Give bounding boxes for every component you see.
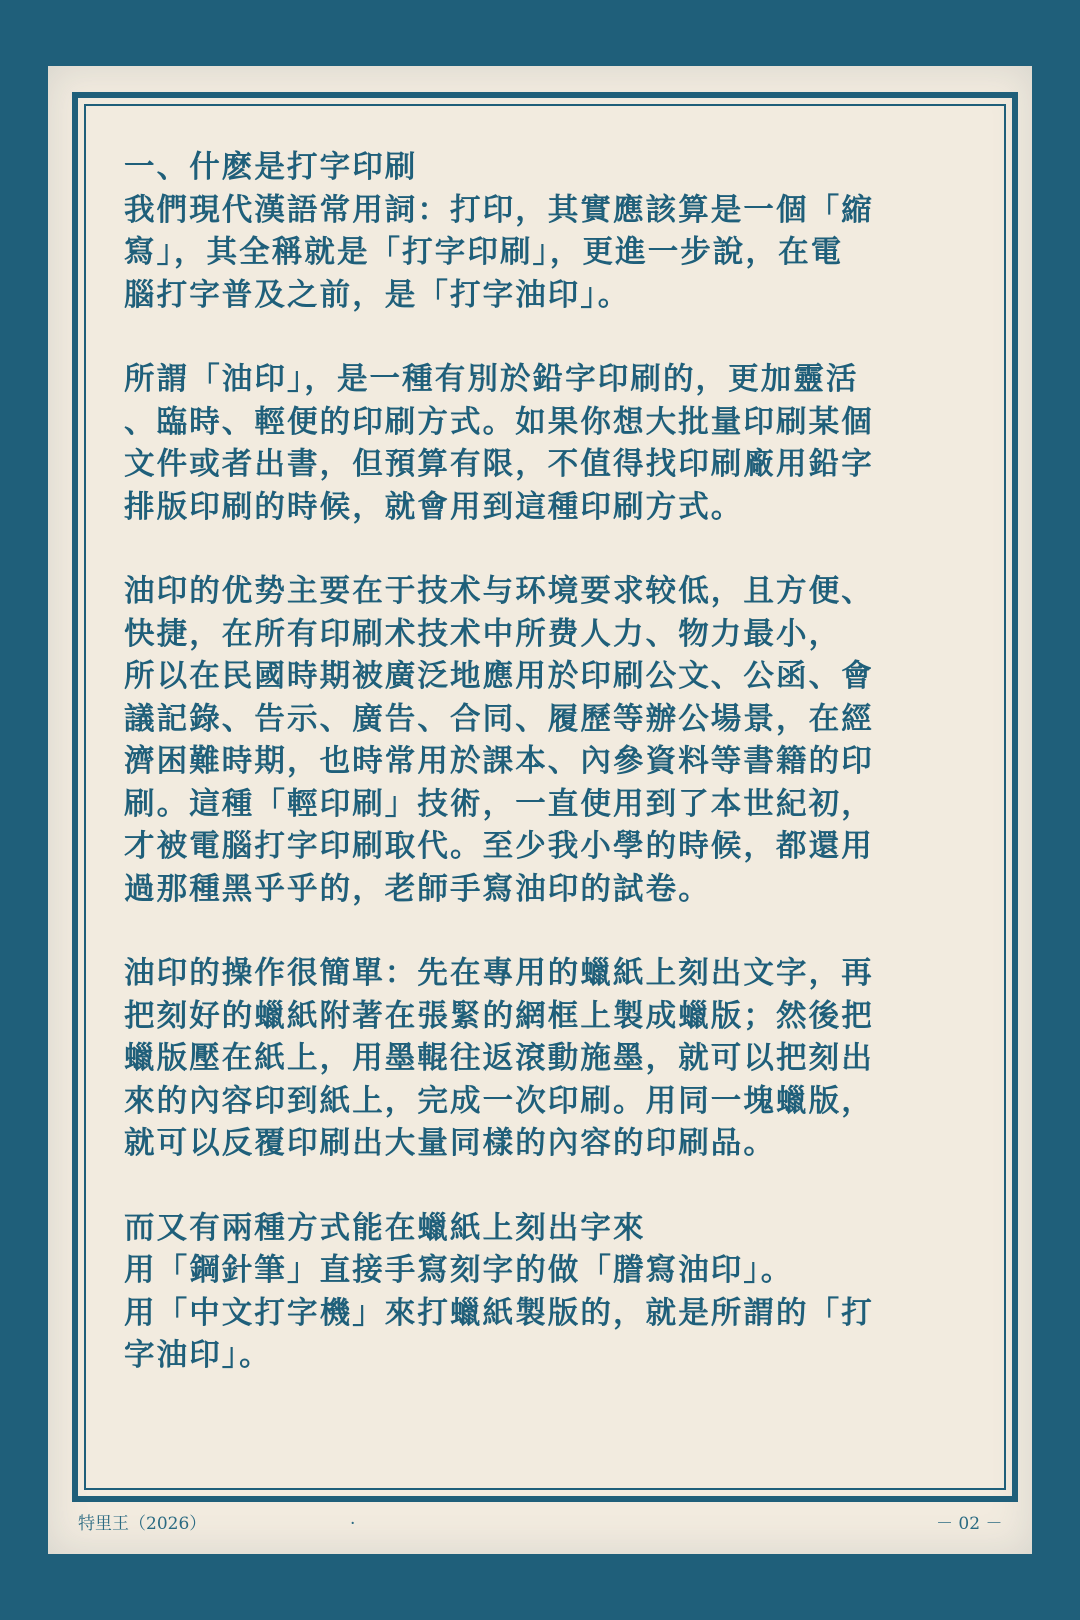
text-line: 油印的优势主要在于技术与环境要求较低，且方便、 bbox=[124, 573, 874, 609]
text-line: 所以在民國時期被廣泛地應用於印刷公文、公函、會 bbox=[124, 658, 874, 694]
text-line: 刷。這種「輕印刷」技術，一直使用到了本世紀初， bbox=[124, 785, 874, 822]
text-line: 油印的操作很簡單：先在專用的蠟紙上刻出文字，再 bbox=[124, 955, 874, 991]
text-line: 才被電腦打字印刷取代。至少我小學的時候，都還用 bbox=[124, 828, 874, 864]
paragraph bbox=[124, 952, 986, 1165]
text-line: 所謂「油印」，是一種有別於鉛字印刷的，更加靈活 bbox=[124, 361, 859, 397]
article-body bbox=[124, 146, 986, 1419]
text-line: 文件或者出書，但預算有限，不值得找印刷廠用鉛字 bbox=[124, 446, 874, 482]
section-heading: 一、什麽是打字印刷 bbox=[124, 149, 418, 185]
text-line: 、臨時、輕便的印刷方式。如果你想大批量印刷某個 bbox=[124, 403, 874, 440]
text-line: 寫」，其全稱就是「打字印刷」，更進一步說，在電 bbox=[124, 234, 844, 270]
text-line: 過那種黑乎乎的，老師手寫油印的試卷。 bbox=[124, 870, 711, 907]
paragraph bbox=[124, 358, 986, 528]
text-line: 議記錄、告示、廣告、合同、履歷等辦公場景，在經 bbox=[124, 700, 874, 737]
footer-author: 特里王（2026） bbox=[78, 1514, 207, 1534]
text-line: 快捷，在所有印刷术技术中所费人力、物力最小， bbox=[124, 615, 842, 652]
text-line: 而又有兩種方式能在蠟紙上刻出字來 bbox=[124, 1209, 646, 1246]
text-line: 字油印」。 bbox=[124, 1337, 272, 1373]
text-line: 用「鋼針筆」直接手寫刻字的做「謄寫油印」。 bbox=[124, 1252, 794, 1288]
text-line: 用「中文打字機」來打蠟紙製版的，就是所謂的「打 bbox=[124, 1294, 874, 1331]
page-number: － 02 － bbox=[936, 1514, 1003, 1534]
text-line: 來的內容印到紙上，完成一次印刷。用同一塊蠟版， bbox=[124, 1082, 874, 1119]
text-line: 蠟版壓在紙上，用墨輥往返滾動施墨，就可以把刻出 bbox=[124, 1040, 874, 1076]
text-line: 排版印刷的時候，就會用到這種印刷方式。 bbox=[124, 488, 744, 525]
text-line: 就可以反覆印刷出大量同樣的內容的印刷品。 bbox=[124, 1125, 776, 1161]
text-line: 我們現代漢語常用詞：打印，其實應該算是一個「縮 bbox=[124, 191, 874, 228]
footer-dot: · bbox=[350, 1514, 356, 1534]
text-line: 腦打字普及之前，是「打字油印」。 bbox=[124, 276, 631, 313]
paragraph bbox=[124, 570, 986, 910]
text-line: 把刻好的蠟紙附著在張緊的網框上製成蠟版；然後把 bbox=[124, 997, 874, 1034]
paragraph bbox=[124, 146, 986, 316]
text-line: 濟困難時期，也時常用於課本、內參資料等書籍的印 bbox=[124, 743, 874, 779]
paragraph bbox=[124, 1207, 986, 1377]
